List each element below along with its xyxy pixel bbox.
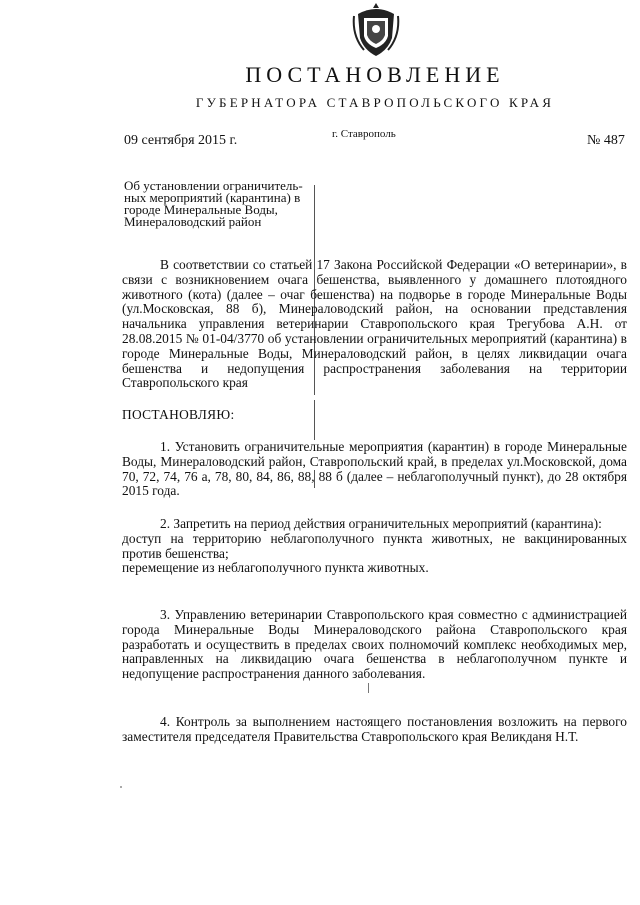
item-4-block <box>122 715 627 745</box>
item-2-paragraph: 2. Запретить на период действия ограничительных мероприятий (карантина): <box>160 516 602 531</box>
preamble-paragraph: В соответствии со статьей 17 Закона Российской Федерации «О ветеринарии», в связи с возникновением очага бешенства, выявленного у домашнего плотоядного животного (кота) (далее – очаг бешенства) на подворье в городе Минеральные Воды (ул.Московская, 88 б), Минераловодский район, на основании представления начальника управления ветеринарии Ставропольского края Трегубова А.Н. от 28.08.2015 № 01-04/3770 об установлении ограничительных мероприятий (карантина) в городе Минеральные Воды, Минераловодский район, в целях ликвидации очага бешенства и недопущения распространения заболевания на территории Ставропольского края <box>122 257 627 391</box>
coat-of-arms-icon <box>352 2 400 58</box>
fold-line <box>314 400 315 440</box>
document-subtitle: ГУБЕРНАТОРА СТАВРОПОЛЬСКОГО КРАЯ <box>195 95 555 110</box>
item-2b-paragraph: перемещение из неблагополучного пункта животных. <box>122 560 429 576</box>
item-3-paragraph: 3. Управлению ветеринарии Ставропольского края совместно с администрацией города Минеральные Воды Минераловодского района Ставропольского края разработать и осуществить в пределах своих полномочий комплекс необходимых мер, направленных на ликвидацию очага бешенства в неблагополучном пункте и недопущение распространения данного заболевания. <box>122 607 627 682</box>
document-title: ПОСТАНОВЛЕНИЕ <box>245 62 505 87</box>
item-1-paragraph: 1. Установить ограничительные мероприятия (карантин) в городе Минеральные Воды, Минераловодский район, Ставропольский край, в пределах ул.Московской, дома 70, 72, 74, 76 а, 78, 80, 84, 86, 88, 88 б (далее – неблагополучный пункт), до 28 октября 2015 года. <box>122 439 627 499</box>
decree-word: ПОСТАНОВЛЯЮ: <box>122 407 235 422</box>
scan-mark <box>368 683 369 693</box>
item-2-block <box>122 517 627 576</box>
document-date: 09 сентября 2015 г. <box>124 133 238 148</box>
item-3-block <box>122 608 627 682</box>
document-city: г. Ставрополь <box>332 128 396 140</box>
item-1-block <box>122 440 627 499</box>
document-subject: Об установлении ограничитель-ных мероприятий (карантина) в городе Минеральные Воды, Минераловодский район <box>124 178 303 229</box>
document-number: № 487 <box>587 133 625 148</box>
scan-dot <box>120 786 122 788</box>
item-4-paragraph: 4. Контроль за выполнением настоящего постановления возложить на первого заместителя председателя Правительства Ставропольского края Великданя Н.Т. <box>122 714 627 744</box>
preamble-block <box>122 258 627 391</box>
item-2a-paragraph: доступ на территорию неблагополучного пункта животных, не вакцинированных против бешенства; <box>122 530 627 561</box>
